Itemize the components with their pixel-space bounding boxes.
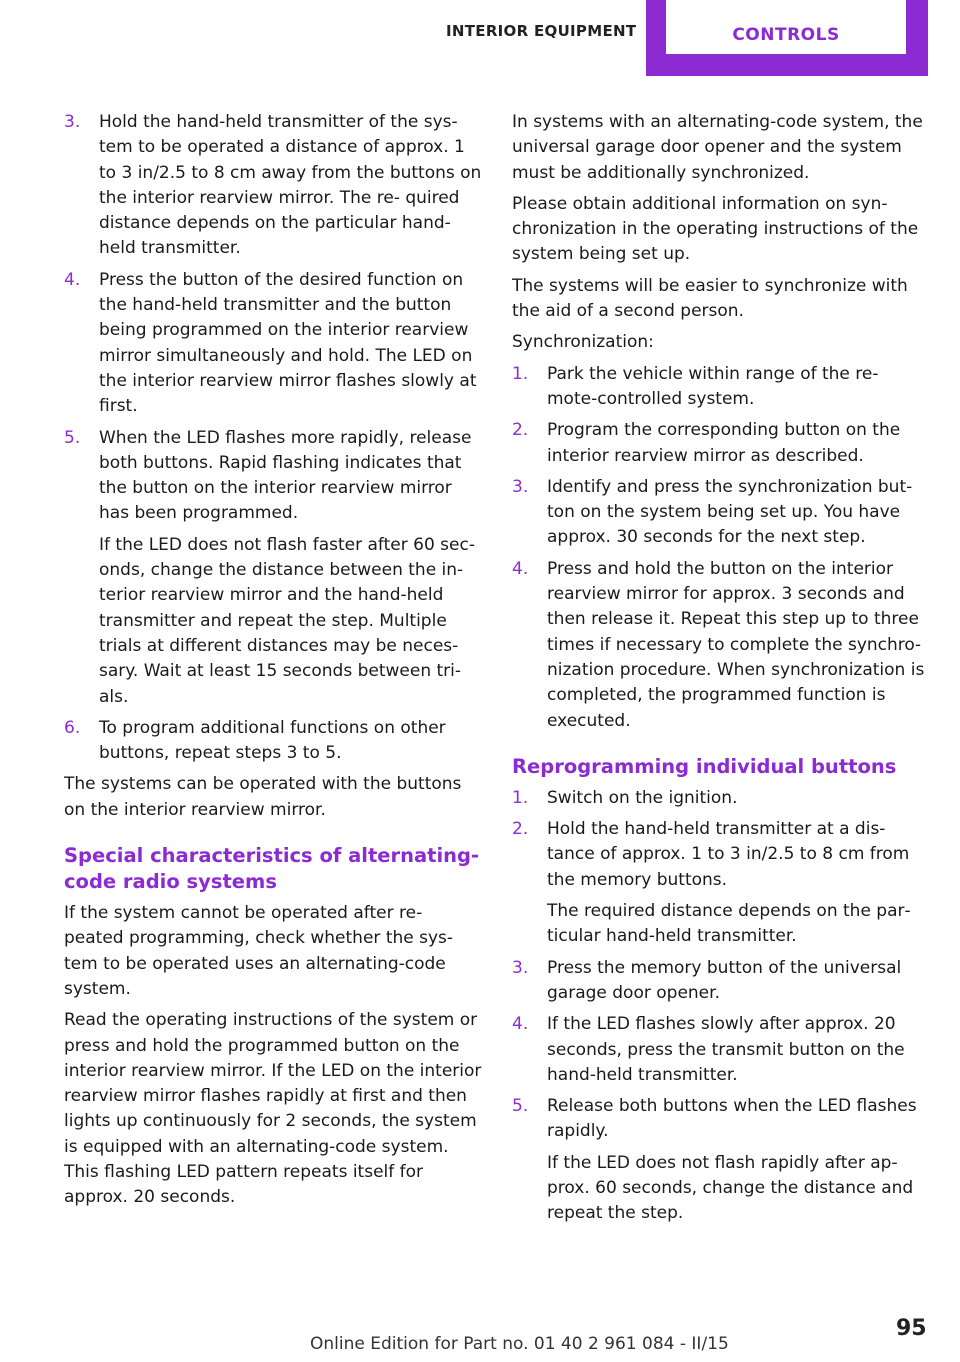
list-step xyxy=(64,426,484,710)
step-text: To program additional functions on other buttons, repeat steps 3 to 5. xyxy=(99,717,446,764)
left-heading: Special characteristics of alternating-code radio systems xyxy=(64,844,480,894)
step-number: 1. xyxy=(512,363,529,384)
left-column xyxy=(64,110,484,1217)
step-number: 3. xyxy=(512,476,529,497)
footer-edition: Online Edition for Part no. 01 40 2 961 084 - II/15 xyxy=(310,1334,729,1354)
step-text: If the LED does not flash rapidly after ap‐ prox. 60 seconds, change the distance and repeat the step. xyxy=(547,1152,914,1224)
reprog-steps-list xyxy=(512,786,930,1227)
step-number: 5. xyxy=(512,1096,529,1117)
step-text: Park the vehicle within range of the re‐ mote-controlled system. xyxy=(547,363,879,409)
step-text: The required distance depends on the par‐ ticular hand-held transmitter. xyxy=(547,901,911,947)
step-text: If the LED flashes slowly after approx. 20 seconds, press the transmit button on the hand-held transmitter. xyxy=(547,1014,905,1085)
left-paragraph: Read the operating instructions of the system or press and hold the programmed button on the interior rearview mirror. If the LED on the interior rearview mirror flashes rapidly at first and then lights up continuously for 2 seconds, the system is equipped with an alternating-code system. This flashing LED pattern repeats itself for approx. 20 seconds. xyxy=(64,1010,482,1208)
list-step xyxy=(512,557,930,734)
step-number: 3. xyxy=(64,112,81,132)
step-number: 3. xyxy=(512,957,529,978)
step-text: Press and hold the button on the interior rearview mirror for approx. 3 seconds and then release it. Repeat this step up to three times if necessary to complete the synchro‐ nization procedure. When synchronization is completed, the programmed function is executed. xyxy=(547,558,925,731)
step-text: Hold the hand-held transmitter of the sys‐ tem to be operated a distance of approx. 1 to 3 in/2.5 to 8 cm away from the buttons on the interior rearview mirror. The re‐ quired distance depends on the particular hand-held transmitter. xyxy=(99,112,482,259)
step-text: Hold the hand-held transmitter at a dis‐ tance of approx. 1 to 3 in/2.5 to 8 cm from the memory buttons. xyxy=(547,819,910,890)
step-number: 6. xyxy=(64,717,81,738)
step-number: 1. xyxy=(512,787,529,808)
left-paragraph: If the system cannot be operated after re‐ peated programming, check whether the sys‐ tem to be operated uses an alternating-code system. xyxy=(64,903,454,999)
step-number: 4. xyxy=(512,1014,529,1035)
step-number: 2. xyxy=(512,819,529,840)
step-text: Press the memory button of the universal garage door opener. xyxy=(547,957,902,1003)
list-step xyxy=(64,110,484,262)
right-heading: Reprogramming individual buttons xyxy=(512,754,897,778)
list-step xyxy=(512,1012,930,1088)
list-step xyxy=(512,786,930,811)
step-text: Release both buttons when the LED flashes rapidly. xyxy=(547,1096,917,1142)
left-steps-list xyxy=(64,110,484,766)
right-intro: Please obtain additional information on syn‐ chronization in the operating instructions of the system being set up. xyxy=(512,193,919,265)
left-after-steps: The systems can be operated with the buttons on the interior rearview mirror. xyxy=(64,774,462,820)
step-text: If the LED does not flash faster after 60 sec‐ onds, change the distance between the in‐ terior rearview mirror and the hand-held transmitter and repeat the step. Multiple trials at different distances may be neces‐ sary. Wait at least 15 seconds between tri‐ als. xyxy=(99,534,475,707)
right-intro: Synchronization: xyxy=(512,332,654,353)
right-intro: The systems will be easier to synchronize with the aid of a second person. xyxy=(512,275,908,322)
step-text: Program the corresponding button on the interior rearview mirror as described. xyxy=(547,420,901,466)
step-number: 4. xyxy=(64,269,81,290)
list-step xyxy=(64,716,484,767)
page-number: 95 xyxy=(896,1316,927,1341)
list-step xyxy=(64,268,484,420)
step-number: 4. xyxy=(512,558,529,579)
step-text: Switch on the ignition. xyxy=(547,787,738,808)
step-text: When the LED flashes more rapidly, release both buttons. Rapid flashing indicates that the button on the interior rearview mirror has been programmed. xyxy=(99,427,472,524)
header-tab-label: CONTROLS xyxy=(666,0,906,54)
list-step xyxy=(512,418,930,469)
list-step xyxy=(512,362,930,413)
list-step xyxy=(512,1094,930,1226)
right-column xyxy=(512,110,930,1233)
list-step xyxy=(512,817,930,949)
step-number: 5. xyxy=(64,427,81,448)
right-intro: In systems with an alternating-code system, the universal garage door opener and the system must be additionally synchronized. xyxy=(512,112,923,183)
step-text: Identify and press the synchronization but‐ ton on the system being set up. You have approx. 30 seconds for the next step. xyxy=(547,476,913,548)
list-step xyxy=(512,956,930,1007)
step-number: 2. xyxy=(512,420,529,441)
sync-steps-list xyxy=(512,362,930,734)
header-tab xyxy=(646,0,928,76)
step-text: Press the button of the desired function on the hand-held transmitter and the button being programmed on the interior rearview mirror simultaneously and hold. The LED on the interior rearview mirror flashes slowly at first. xyxy=(99,269,477,417)
list-step xyxy=(512,475,930,551)
header-section-title: INTERIOR EQUIPMENT xyxy=(446,22,637,40)
